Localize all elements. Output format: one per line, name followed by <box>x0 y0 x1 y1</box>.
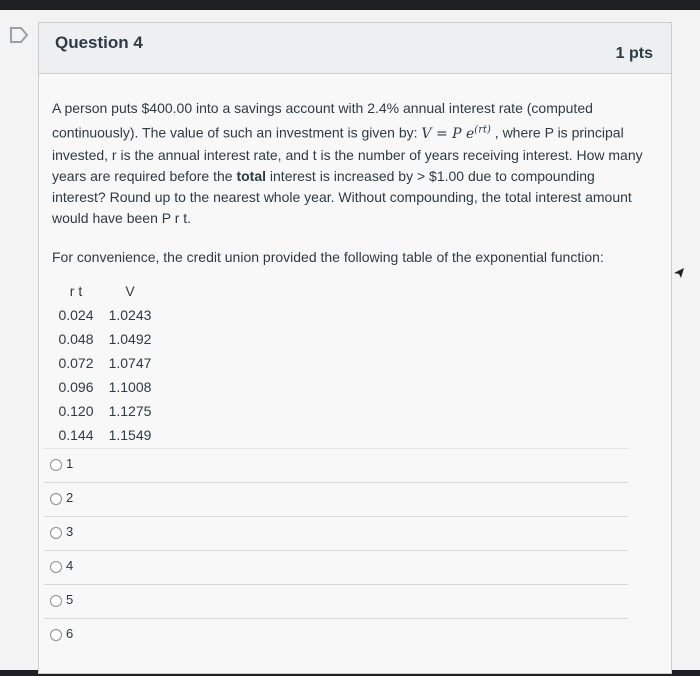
table-intro: For convenience, the credit union provided the following table of the exponential function: <box>52 248 604 265</box>
radio-button[interactable] <box>50 459 62 471</box>
table-cell-v: 1.1549 <box>108 427 152 444</box>
answer-option[interactable] <box>44 516 628 550</box>
radio-button[interactable] <box>50 493 62 505</box>
answer-option[interactable] <box>44 584 628 618</box>
question-body <box>52 98 652 448</box>
table-cell-rt: 0.120 <box>58 403 94 420</box>
question-text-bold: total <box>236 167 267 184</box>
formula-exponent: (rt) <box>474 124 491 135</box>
question-text <box>52 98 652 229</box>
table-cell-rt: 0.144 <box>58 427 94 444</box>
table-row <box>52 376 160 400</box>
answer-label: 5 <box>66 592 74 607</box>
exponential-table <box>52 280 160 448</box>
radio-button[interactable] <box>50 629 62 641</box>
radio-button[interactable] <box>50 561 62 573</box>
table-cell-rt: 0.024 <box>58 307 94 324</box>
question-points: 1 pts <box>615 45 653 62</box>
radio-button[interactable] <box>50 595 62 607</box>
formula-base: V = P e <box>421 125 475 142</box>
table-cell-v: 1.1275 <box>108 403 152 420</box>
question-text-part-2: , where P is principal invested, r is the annual interest rate, and t is the number of years receiving interest. How many years are required before the <box>52 124 643 184</box>
table-cell-v: 1.0492 <box>108 331 152 348</box>
answer-option[interactable] <box>44 550 628 584</box>
question-title: Question 4 <box>55 33 143 52</box>
answer-list <box>44 448 628 652</box>
answer-option[interactable] <box>44 482 628 516</box>
table-cell-rt: 0.096 <box>58 379 94 396</box>
table-row <box>52 304 160 328</box>
flag-icon[interactable] <box>8 24 30 46</box>
table-cell-rt: 0.048 <box>58 331 94 348</box>
table-row <box>52 424 160 448</box>
answer-option[interactable] <box>44 618 628 652</box>
cursor-arrow-icon <box>672 266 686 280</box>
table-cell-v: 1.0747 <box>108 355 152 372</box>
radio-button[interactable] <box>50 527 62 539</box>
table-cell-v: 1.0243 <box>108 307 152 324</box>
table-cell-rt: 0.072 <box>58 355 94 372</box>
answer-option[interactable] <box>44 448 628 482</box>
table-cell-v: 1.1008 <box>108 379 152 396</box>
question-text-part-3: interest is increased by > $1.00 due to compounding interest? Round up to the nearest whole year. Without compounding, the total interest amount would have been P r t. <box>52 167 632 226</box>
question-header <box>39 23 671 74</box>
answer-label: 2 <box>66 490 74 505</box>
table-header-v: V <box>125 283 135 300</box>
table-row <box>52 400 160 424</box>
answer-label: 4 <box>66 558 74 573</box>
formula <box>421 126 491 142</box>
quiz-screen <box>0 10 700 670</box>
table-row <box>52 352 160 376</box>
table-header-rt: r t <box>69 283 83 300</box>
answer-label: 3 <box>66 524 74 539</box>
answer-label: 1 <box>66 456 74 471</box>
question-text-part-1: A person puts $400.00 into a savings account with 2.4% annual interest rate (computed continuously). The value of such an investment is given by: <box>52 100 593 141</box>
table-row <box>52 328 160 352</box>
answer-label: 6 <box>66 626 74 641</box>
